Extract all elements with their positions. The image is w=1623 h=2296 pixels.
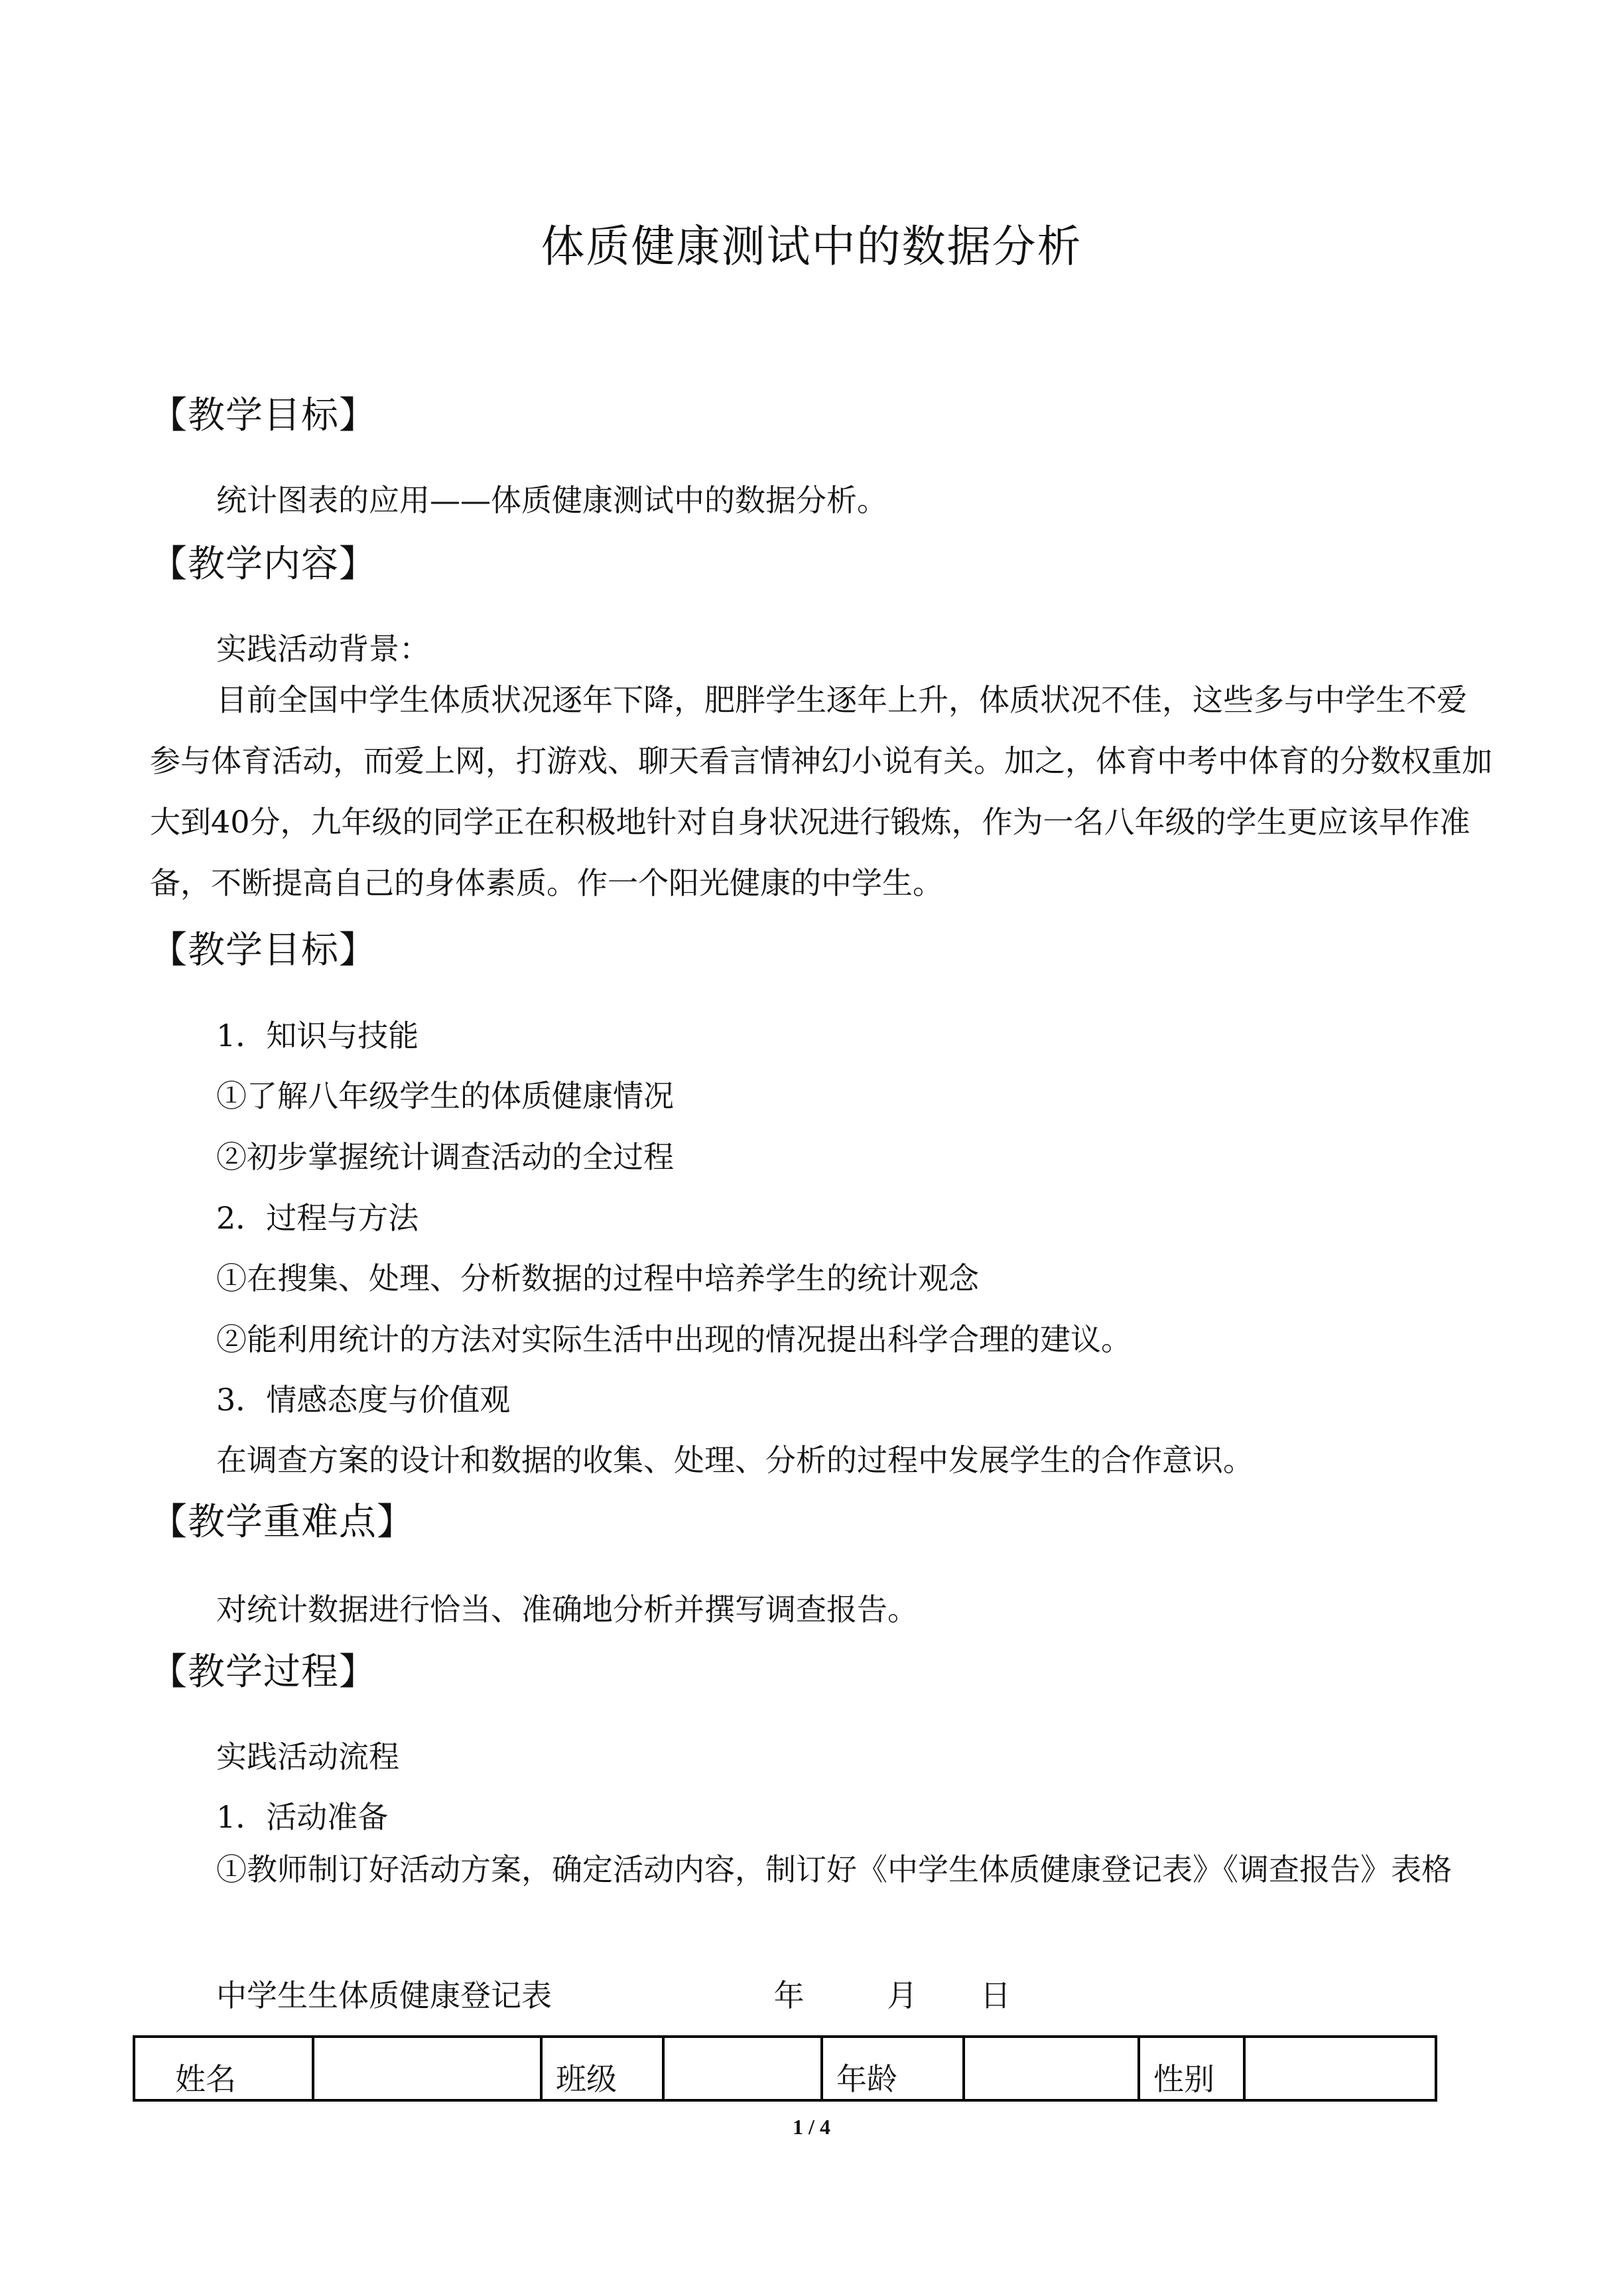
form-day: 日 (980, 1978, 1011, 2013)
goal-item: ②能利用统计的方法对实际生活中出现的情况提出科学合理的建议。 (216, 1321, 1132, 1357)
goal-item: ②初步掌握统计调查活动的全过程 (216, 1139, 674, 1175)
page-number: 1 / 4 (793, 2115, 830, 2139)
goal-item: 3．情感态度与价值观 (216, 1382, 511, 1418)
age-label: 年龄 (822, 2037, 964, 2100)
form-year: 年 (773, 1978, 805, 2013)
process-paragraph: ①教师制订好活动方案，确定活动内容，制订好《中学生体质健康登记表》《调查报告》表格 (216, 1852, 1452, 1887)
age-cell[interactable] (964, 2037, 1139, 2100)
background-paragraph: 目前全国中学生体质状况逐年下降，肥胖学生逐年上升，体质状况不佳，这些多与中学生不爱参与体育活动，而爱上网，打游戏、聊天看言情神幻小说有关。加之，体育中考中体育的分数权重加大到40分，九年级的同学正在积极地针对自身状况进行锻炼，作为一名八年级的学生更应该早作准备，不断提高自己的身体素质。作一个阳光健康的中学生。 (150, 682, 1492, 901)
goal-item: ①了解八年级学生的体质健康情况 (216, 1078, 674, 1114)
goal-item: ①在搜集、处理、分析数据的过程中培养学生的统计观念 (216, 1260, 979, 1296)
section-heading-key-difficulties: 【教学重难点】 (150, 1501, 415, 1544)
form-title-line (216, 1972, 1011, 2015)
key-difficulties-text: 对统计数据进行恰当、准确地分析并撰写调查报告。 (216, 1591, 918, 1627)
section-heading-teaching-goals: 【教学目标】 (150, 394, 377, 437)
form-title: 中学生生体质健康登记表 (216, 1978, 552, 2013)
process-line: 实践活动流程 (216, 1739, 399, 1775)
section-heading-teaching-content: 【教学内容】 (150, 543, 377, 586)
goal-item: 2．过程与方法 (216, 1200, 419, 1236)
goal-item: 在调查方案的设计和数据的收集、处理、分析的过程中发展学生的合作意识。 (216, 1442, 1254, 1478)
process-line: 1．活动准备 (216, 1799, 389, 1835)
section-heading-teaching-process: 【教学过程】 (150, 1651, 377, 1694)
table-row (134, 2037, 1436, 2100)
class-cell[interactable] (663, 2037, 822, 2100)
gender-cell[interactable] (1244, 2037, 1436, 2100)
name-cell[interactable] (313, 2037, 541, 2100)
registration-table (133, 2035, 1437, 2102)
document-title: 体质健康测试中的数据分析 (541, 221, 1082, 272)
gender-label: 性别 (1139, 2037, 1244, 2100)
background-label: 实践活动背景： (216, 631, 430, 667)
goal-item: 1．知识与技能 (216, 1018, 419, 1053)
teaching-goals-text: 统计图表的应用——体质健康测试中的数据分析。 (216, 482, 887, 518)
section-heading-teaching-goals-2: 【教学目标】 (150, 929, 377, 972)
name-label: 姓名 (134, 2037, 313, 2100)
class-label: 班级 (541, 2037, 663, 2100)
form-month: 月 (887, 1978, 918, 2013)
